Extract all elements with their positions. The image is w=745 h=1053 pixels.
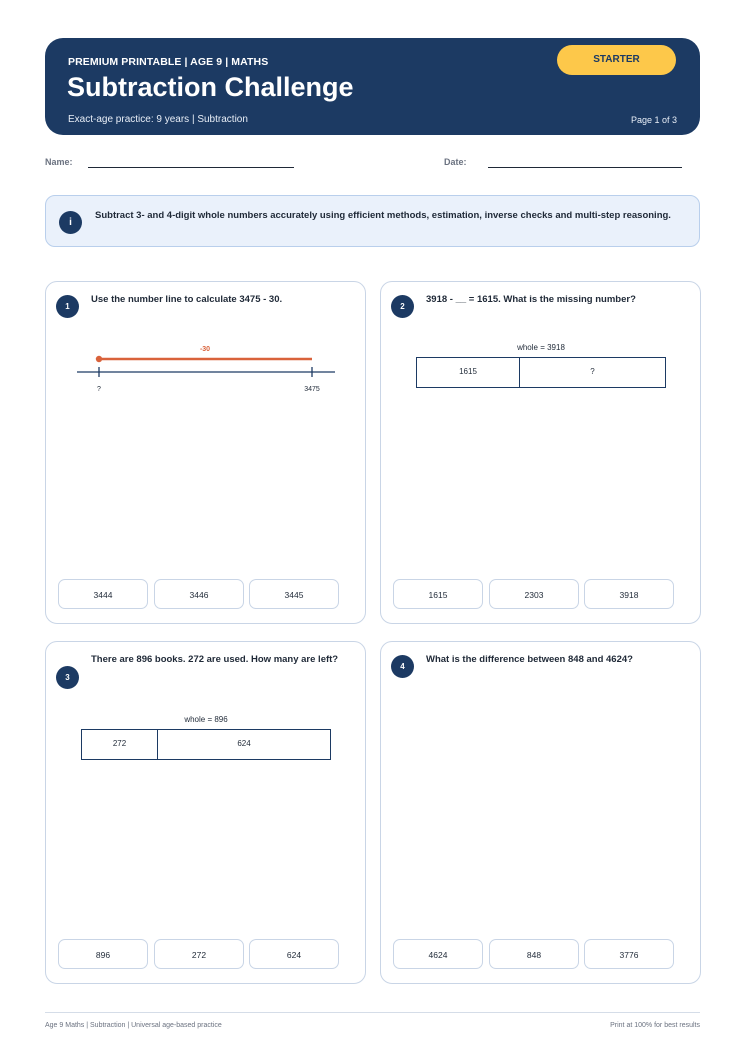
answer-option[interactable]: 3776 bbox=[584, 939, 674, 969]
header-kicker: PREMIUM PRINTABLE | AGE 9 | MATHS bbox=[68, 56, 269, 68]
footer-divider bbox=[45, 1012, 700, 1013]
bar-whole-label: whole = 896 bbox=[184, 715, 228, 724]
level-badge: STARTER bbox=[557, 45, 676, 75]
bar-model bbox=[81, 729, 331, 760]
answer-option[interactable]: 3444 bbox=[58, 579, 148, 609]
bar-part: 272 bbox=[112, 739, 127, 748]
question-card-4 bbox=[380, 641, 701, 984]
jump-start-dot bbox=[96, 356, 102, 362]
bar-part: ? bbox=[519, 358, 665, 387]
name-label: Name: bbox=[45, 157, 73, 167]
answer-option[interactable]: 3445 bbox=[249, 579, 339, 609]
answer-option[interactable]: 848 bbox=[489, 939, 579, 969]
instruction-box bbox=[45, 195, 700, 247]
info-icon: i bbox=[59, 211, 82, 234]
page-indicator: Page 1 of 3 bbox=[630, 115, 677, 125]
date-field[interactable] bbox=[488, 167, 682, 168]
instruction-text: Subtract 3- and 4-digit whole numbers accurately using efficient methods, estimation, inverse checks and multi-step reasoning. bbox=[95, 210, 671, 221]
bar-model bbox=[416, 357, 666, 388]
question-card-1 bbox=[45, 281, 366, 624]
page-title: Subtraction Challenge bbox=[67, 72, 354, 102]
bar-part: 624 bbox=[157, 730, 330, 759]
name-field[interactable] bbox=[88, 167, 294, 168]
question-text: What is the difference between 848 and 4624? bbox=[426, 654, 633, 665]
question-number: 2 bbox=[391, 295, 414, 318]
number-line bbox=[46, 282, 367, 412]
question-text: There are 896 books. 272 are used. How many are left? bbox=[91, 654, 339, 665]
answer-option[interactable]: 2303 bbox=[489, 579, 579, 609]
answer-option[interactable]: 3918 bbox=[584, 579, 674, 609]
answer-option[interactable]: 3446 bbox=[154, 579, 244, 609]
answer-option[interactable]: 896 bbox=[58, 939, 148, 969]
bar-whole-label: whole = 3918 bbox=[517, 343, 565, 352]
start-label: ? bbox=[97, 386, 101, 393]
question-number: 1 bbox=[56, 295, 79, 318]
answer-option[interactable]: 4624 bbox=[393, 939, 483, 969]
answer-option[interactable]: 272 bbox=[154, 939, 244, 969]
footer-print-note: Print at 100% for best results bbox=[610, 1022, 700, 1029]
end-label: 3475 bbox=[304, 386, 320, 393]
question-number: 3 bbox=[56, 666, 79, 689]
header-subtitle: Exact-age practice: 9 years | Subtraction bbox=[68, 114, 248, 125]
date-label: Date: bbox=[444, 157, 467, 167]
question-number: 4 bbox=[391, 655, 414, 678]
question-text: 3918 - __ = 1615. What is the missing number? bbox=[426, 294, 636, 305]
answer-option[interactable]: 1615 bbox=[393, 579, 483, 609]
bar-part: 1615 bbox=[459, 367, 477, 376]
jump-label: -30 bbox=[199, 346, 211, 353]
footer-info: Age 9 Maths | Subtraction | Universal age-based practice bbox=[45, 1022, 222, 1029]
question-text: Use the number line to calculate 3475 - 30. bbox=[91, 294, 283, 305]
question-card-2 bbox=[380, 281, 701, 624]
question-card-3 bbox=[45, 641, 366, 984]
answer-option[interactable]: 624 bbox=[249, 939, 339, 969]
header-banner bbox=[45, 38, 700, 135]
